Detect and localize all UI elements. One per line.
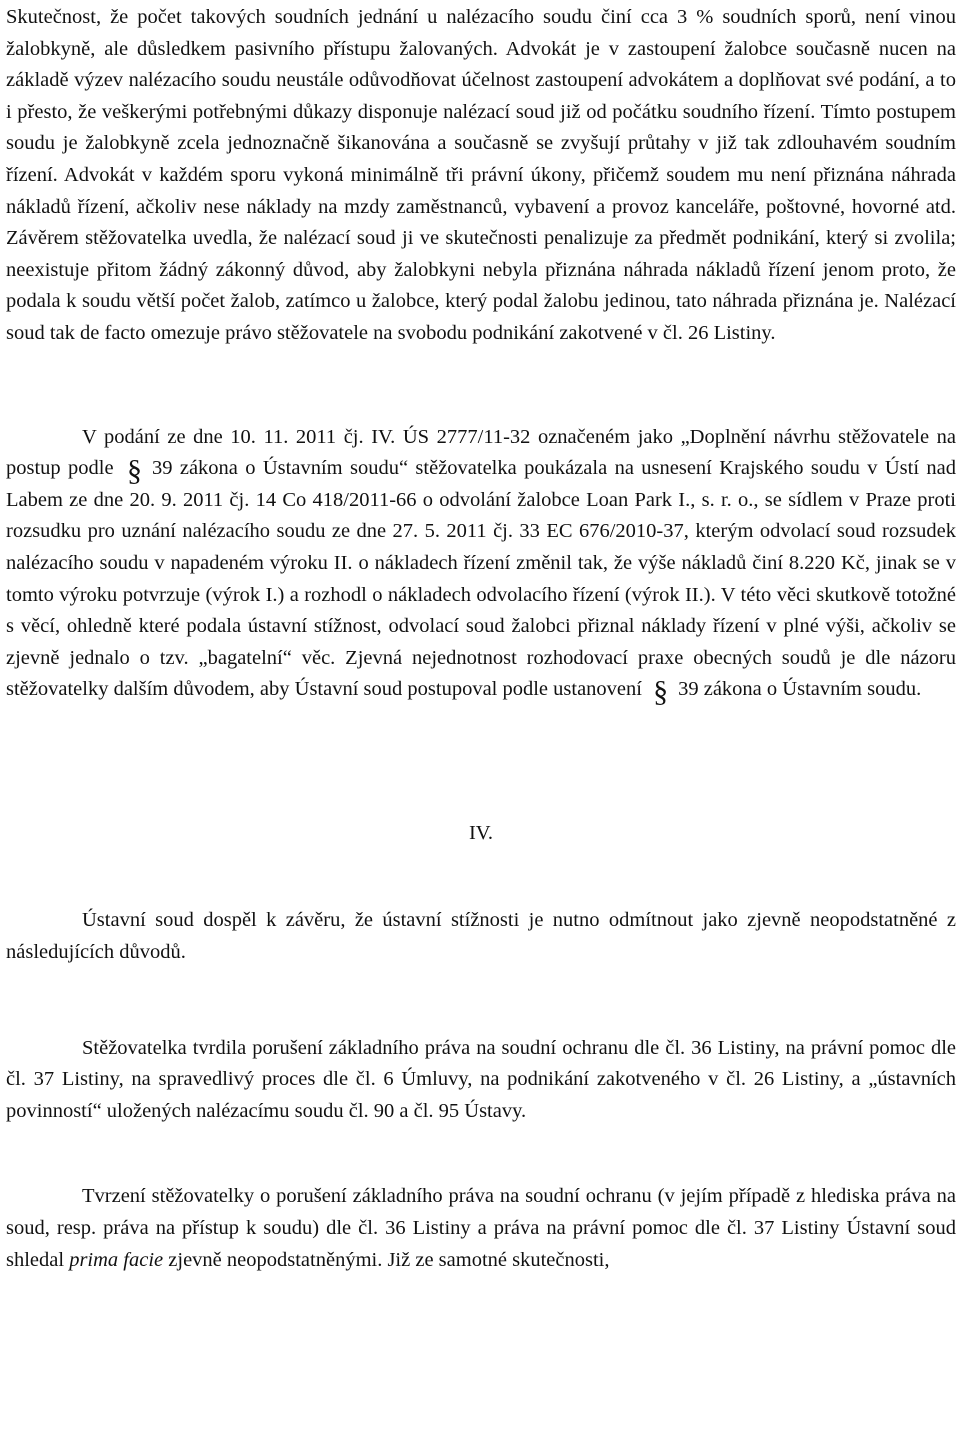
- paragraph-gap: [6, 1127, 956, 1181]
- paragraph-supplementary-filing: [6, 422, 956, 709]
- paragraph-court-conclusion: Ústavní soud dospěl k závěru, že ústavní stížnosti je nutno odmítnout jako zjevně neopodstatněné z následujících důvodů.: [6, 909, 956, 964]
- paragraph-gap: [6, 706, 956, 818]
- document-page: [6, 2, 956, 1276]
- italic-term: prima facie: [69, 1248, 164, 1271]
- section-heading: IV.: [468, 821, 494, 844]
- paragraph-gap: [6, 969, 956, 1033]
- paragraph-gap: [6, 350, 956, 422]
- text-segment: V podání ze dne 10. 11. 2011 čj. IV. ÚS 2777/11-32 označeném jako „Doplnění návrhu stěžovatele na postup podle: [6, 425, 956, 480]
- paragraph-complaint-arguments: Skutečnost, že počet takových soudních jednání u nalézacího soudu činí cca 3 % soudních sporů, není vinou žalobkyně, ale důsledkem pasivního přístupu žalovaných. Advokát je v zastoupení žalobce současně nucen na základě výzev nalézacího soudu neustále odůvodňovat účelnost zastoupení advokátem a doplňovat své podání, a to i přesto, že veškerými potřebnými důkazy disponuje nalézací soud již od počátku soudního řízení. Tímto postupem soudu je žalobkyně zcela jednoznačně šikanována a současně se zvyšují průtahy v již tak zdlouhavém soudním řízení. Advokát v každém sporu vykoná minimálně tři právní úkony, přičemž soudem mu není přiznána náhrada nákladů řízení, ačkoliv nese náklady na mzdy zaměstnanců, vybavení a provoz kanceláře, poštovné, hovorné atd. Závěrem stěžovatelka uvedla, že nalézací soud ji ve skutečnosti penalizuje za předmět podnikání, který si zvolila; neexistuje přitom žádný zákonný důvod, aby žalobkyni nebyla přiznána náhrada nákladů řízení jenom proto, že podala k soudu větší počet žalob, zatímco u žalobce, který podal žalobu jedinou, tato náhrada přiznána je. Nalézací soud tak de facto omezuje právo stěžovatele na svobodu podnikání zakotvené v čl. 26 Listiny.: [6, 6, 956, 344]
- text-segment: 39 zákona o Ústavním soudu“ stěžovatelka poukázala na usnesení Krajského soudu v Ústí nad Labem ze dne 20. 9. 2011 čj. 14 Co 418/2011-66 o odvolání žalobce Loan Park I., s. r. o., se sídlem v Praze proti rozsudku pro uznání nalézacího soudu ze dne 27. 5. 2011 čj. 33 EC 676/2010-37, kterým odvolací soud rozsudek nalézacího soudu v napadeném výroku II. o nákladech řízení změnil tak, že výše nákladů činí 8.220 Kč, jinak se v tomto výroku potvrzuje (výrok I.) a rozhodl o nákladech odvolacího řízení (výrok II.). V této věci skutkově totožné s věcí, ohledně které podala ústavní stížnost, odvolací soud žalobci přiznal náklady řízení v plné výši, ačkoliv se zjevně jednalo o tzv. „bagatelní“ věc. Zjevná nejednotnost rozhodovací praxe obecných soudů je dle názoru stěžovatelky dalším důvodem, aby Ústavní soud postupoval podle ustanovení: [6, 457, 956, 701]
- text-segment: zjevně neopodstatněnými. Již ze samotné skutečnosti,: [168, 1248, 610, 1271]
- section-sign-icon: §: [126, 454, 142, 488]
- paragraph-claimed-violations: Stěžovatelka tvrdila porušení základního práva na soudní ochranu dle čl. 36 Listiny, na právní pomoc dle čl. 37 Listiny, na spravedlivý proces dle čl. 6 Úmluvy, na podnikání zakotveného v čl. 26 Listiny, a „ústavních povinností“ uložených nalézacímu soudu čl. 90 a čl. 95 Ústavy.: [6, 1036, 956, 1122]
- paragraph-gap: [6, 849, 956, 905]
- text-segment: Tvrzení stěžovatelky o porušení základního práva na soudní ochranu (v jejím případě z hlediska práva na soud, resp. práva na přístup k soudu) dle čl. 36 Listiny a práva na právní pomoc dle čl. 37 Listiny Ústavní soud shledal: [6, 1185, 956, 1271]
- section-sign-icon: §: [653, 675, 669, 709]
- text-segment: 39 zákona o Ústavním soudu.: [678, 678, 922, 701]
- paragraph-assessment: [6, 1181, 956, 1276]
